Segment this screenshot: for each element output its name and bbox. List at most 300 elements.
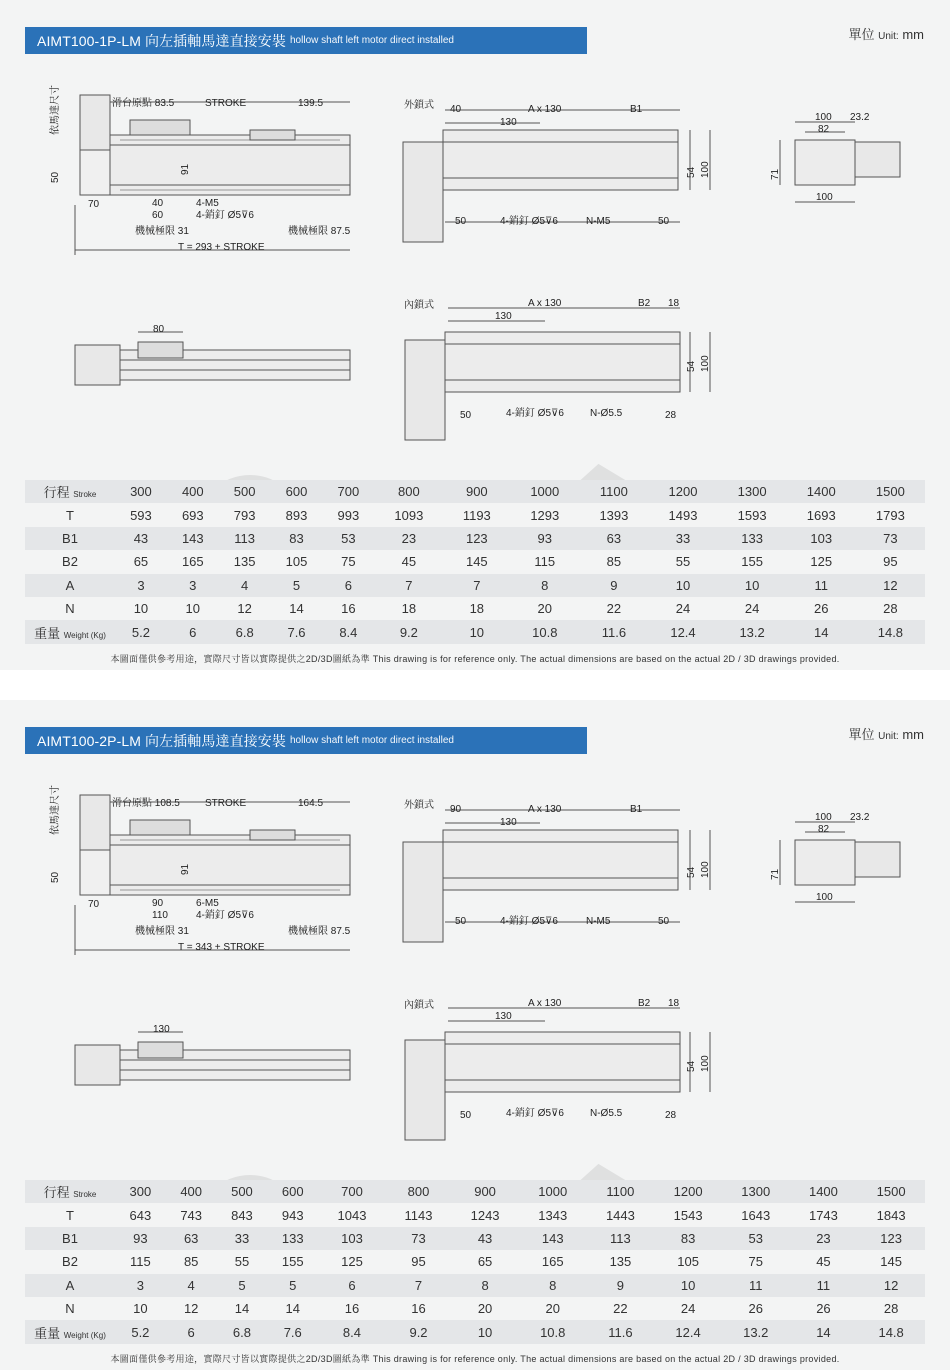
table-cell: 105	[654, 1250, 722, 1273]
table-cell: 8.4	[322, 620, 374, 643]
table-cell: 1400	[787, 480, 856, 503]
table-cell: 73	[856, 527, 925, 550]
table-cell: 12.4	[648, 620, 717, 643]
table-cell: 1643	[722, 1203, 790, 1226]
table-row	[25, 1250, 925, 1273]
plan-view	[75, 1032, 350, 1085]
int-n55: N-Ø5.5	[590, 408, 623, 419]
table-cell: 10	[115, 597, 167, 620]
technical-drawing	[0, 60, 950, 470]
table-cell: 53	[722, 1227, 790, 1250]
int-b2: B2	[638, 298, 651, 309]
table-cell: 125	[318, 1250, 386, 1273]
table-cell: 14.8	[857, 1320, 925, 1343]
mech-limit-31: 機械極限 31	[135, 226, 189, 237]
table-cell: 1793	[856, 503, 925, 526]
table-cell: 16	[386, 1297, 451, 1320]
table-cell: 993	[322, 503, 374, 526]
dim-70: 70	[88, 199, 100, 210]
table-cell: 26	[790, 1297, 858, 1320]
row-header: B1	[25, 1227, 115, 1250]
table-cell: 6	[318, 1274, 386, 1297]
table-cell: 12.4	[654, 1320, 722, 1343]
motor-size-label: 依馬達尺寸	[50, 785, 61, 835]
table-cell: 16	[318, 1297, 386, 1320]
row-header: N	[25, 1297, 115, 1320]
table-cell: 12	[166, 1297, 217, 1320]
table-cell: 7	[374, 574, 443, 597]
section-subtitle: hollow shaft left motor direct installed	[290, 35, 454, 46]
table-cell: 10	[451, 1320, 519, 1343]
internal-lock-label: 內鎖式	[404, 300, 434, 311]
table-cell: 43	[115, 527, 167, 550]
table-cell: 75	[322, 550, 374, 573]
table-cell: 115	[115, 1250, 166, 1273]
table-cell: 5.2	[115, 620, 167, 643]
table-cell: 8.4	[318, 1320, 386, 1343]
ext-dim-50: 50	[455, 216, 467, 227]
ext-dim-130: 130	[500, 117, 517, 128]
external-lock-label: 外鎖式	[404, 100, 434, 111]
table-cell: 14	[271, 597, 323, 620]
table-cell: 1100	[579, 480, 648, 503]
dim-50: 50	[50, 871, 61, 883]
table-row	[25, 503, 925, 526]
dim-91: 91	[180, 163, 191, 175]
table-cell: 1000	[519, 1180, 587, 1203]
table-row	[25, 1297, 925, 1320]
table-cell: 1543	[654, 1203, 722, 1226]
table-cell: 11.6	[587, 1320, 655, 1343]
table-cell: 14	[267, 1297, 318, 1320]
table-cell: 33	[648, 527, 717, 550]
table-cell: 3	[115, 574, 167, 597]
section-divider	[0, 670, 950, 700]
table-cell: 93	[510, 527, 579, 550]
table-cell: 18	[443, 597, 510, 620]
stroke-label: STROKE	[205, 98, 247, 109]
table-cell: 20	[451, 1297, 519, 1320]
int-dim-18: 18	[668, 998, 680, 1009]
table-cell: 7	[443, 574, 510, 597]
table-cell: 33	[217, 1227, 268, 1250]
row-header: B2	[25, 550, 115, 573]
table-cell: 10	[648, 574, 717, 597]
table-row	[25, 550, 925, 573]
int-dim-100: 100	[700, 1055, 711, 1072]
table-cell: 20	[519, 1297, 587, 1320]
table-cell: 133	[718, 527, 787, 550]
unit-label: 單位 Unit: mm	[848, 27, 924, 42]
table-cell: 63	[579, 527, 648, 550]
end-dim-71: 71	[770, 168, 781, 180]
table-cell: 10.8	[519, 1320, 587, 1343]
table-cell: 743	[166, 1203, 217, 1226]
table-cell: 55	[648, 550, 717, 573]
ext-dim-50-right: 50	[658, 916, 670, 927]
row-header: B1	[25, 527, 115, 550]
int-pin-label: 4-銷釘 Ø5⊽6	[506, 1108, 564, 1119]
table-cell: 85	[166, 1250, 217, 1273]
table-cell: 8	[519, 1274, 587, 1297]
table-cell: 1500	[857, 1180, 925, 1203]
table-cell: 73	[386, 1227, 451, 1250]
table-cell: 8	[510, 574, 579, 597]
table-cell: 16	[322, 597, 374, 620]
table-cell: 65	[451, 1250, 519, 1273]
table-cell: 1093	[374, 503, 443, 526]
table-cell: 4	[219, 574, 271, 597]
table-cell: 14	[217, 1297, 268, 1320]
end-length-label: 164.5	[298, 798, 324, 809]
dim-91: 91	[180, 863, 191, 875]
table-cell: 6	[167, 620, 219, 643]
table-cell: 145	[443, 550, 510, 573]
table-cell: 1743	[790, 1203, 858, 1226]
table-cell: 45	[790, 1250, 858, 1273]
table-row	[25, 1227, 925, 1250]
int-b2: B2	[638, 998, 651, 1009]
int-n55: N-Ø5.5	[590, 1108, 623, 1119]
table-cell: 1400	[790, 1180, 858, 1203]
table-cell: 1443	[587, 1203, 655, 1226]
total-length-label: T = 343 + STROKE	[178, 942, 265, 953]
table-cell: 5	[217, 1274, 268, 1297]
int-dim-50: 50	[460, 410, 472, 421]
table-cell: 10	[718, 574, 787, 597]
dim-40: 40	[152, 198, 164, 209]
stroke-label: STROKE	[205, 798, 247, 809]
table-cell: 400	[167, 480, 219, 503]
table-cell: 500	[219, 480, 271, 503]
spec-section-2	[0, 700, 950, 1370]
table-cell: 10.8	[510, 620, 579, 643]
table-cell: 9.2	[386, 1320, 451, 1343]
table-cell: 1343	[519, 1203, 587, 1226]
table-cell: 135	[587, 1250, 655, 1273]
int-dim-18: 18	[668, 298, 680, 309]
dim-60: 110	[152, 910, 168, 921]
table-row	[25, 1203, 925, 1226]
mech-limit-87: 機械極限 87.5	[288, 926, 351, 937]
m5-label: 4-M5	[196, 198, 219, 209]
ext-pin-label: 4-銷釘 Ø5⊽6	[500, 916, 558, 927]
ext-dim-50-right: 50	[658, 216, 670, 227]
table-cell: 9	[579, 574, 648, 597]
table-cell: 24	[718, 597, 787, 620]
table-cell: 400	[166, 1180, 217, 1203]
table-cell: 6.8	[219, 620, 271, 643]
table-cell: 95	[856, 550, 925, 573]
table-cell: 900	[443, 480, 510, 503]
technical-drawing	[0, 760, 950, 1170]
table-cell: 43	[451, 1227, 519, 1250]
table-cell: 165	[167, 550, 219, 573]
drawing-canvas	[0, 760, 950, 1170]
spec-table	[25, 1180, 925, 1344]
table-cell: 1243	[451, 1203, 519, 1226]
pin-label: 4-銷釘 Ø5⊽6	[196, 910, 254, 921]
table-cell: 843	[217, 1203, 268, 1226]
table-cell: 22	[579, 597, 648, 620]
row-header: A	[25, 574, 115, 597]
table-cell: 943	[267, 1203, 318, 1226]
table-cell: 6.8	[217, 1320, 268, 1343]
dim-top: 130	[153, 1024, 170, 1035]
pin-label: 4-銷釘 Ø5⊽6	[196, 210, 254, 221]
table-cell: 63	[166, 1227, 217, 1250]
table-cell: 123	[857, 1227, 925, 1250]
ext-b1: B1	[630, 804, 643, 815]
table-cell: 693	[167, 503, 219, 526]
table-cell: 1000	[510, 480, 579, 503]
table-cell: 1300	[722, 1180, 790, 1203]
table-cell: 3	[115, 1274, 166, 1297]
table-cell: 7.6	[271, 620, 323, 643]
section-title: AIMT100-1P-LM 向左插軸馬達直接安裝	[37, 32, 286, 49]
table-cell: 10	[443, 620, 510, 643]
table-cell: 5	[271, 574, 323, 597]
row-header: 重量 Weight (Kg)	[25, 620, 115, 643]
table-cell: 113	[587, 1227, 655, 1250]
int-dim-130: 130	[495, 311, 512, 322]
end-dim-100-top: 100	[815, 812, 832, 823]
table-cell: 14	[790, 1320, 858, 1343]
table-cell: 13.2	[722, 1320, 790, 1343]
drawing-canvas	[0, 60, 950, 470]
m5-label: 6-M5	[196, 898, 219, 909]
table-cell: 300	[115, 1180, 166, 1203]
section-title: AIMT100-2P-LM 向左插軸馬達直接安裝	[37, 732, 286, 749]
ext-nm5: N-M5	[586, 916, 611, 927]
dim-50: 50	[50, 171, 61, 183]
end-dim-100-bottom: 100	[816, 892, 833, 903]
table-cell: 12	[856, 574, 925, 597]
spec-section-1	[0, 0, 950, 670]
end-dim-82: 82	[818, 824, 830, 835]
dim-60: 60	[152, 210, 164, 221]
ext-dim-54: 54	[686, 166, 697, 178]
table-cell: 65	[115, 550, 167, 573]
table-cell: 23	[374, 527, 443, 550]
end-dim-23: 23.2	[850, 812, 870, 823]
ext-dim-100: 100	[700, 861, 711, 878]
table-cell: 45	[374, 550, 443, 573]
origin-label: 滑台原點 83.5	[112, 98, 175, 109]
ext-pin-label: 4-銷釘 Ø5⊽6	[500, 216, 558, 227]
table-cell: 14	[787, 620, 856, 643]
ext-dim-50: 50	[455, 916, 467, 927]
end-view	[780, 822, 900, 902]
table-cell: 20	[510, 597, 579, 620]
ext-ax130: A x 130	[528, 804, 562, 815]
table-cell: 26	[787, 597, 856, 620]
table-cell: 10	[654, 1274, 722, 1297]
table-cell: 6	[322, 574, 374, 597]
table-cell: 83	[271, 527, 323, 550]
table-cell: 1300	[718, 480, 787, 503]
table-cell: 24	[654, 1297, 722, 1320]
table-cell: 3	[167, 574, 219, 597]
row-header: 重量 Weight (Kg)	[25, 1320, 115, 1343]
table-cell: 11	[722, 1274, 790, 1297]
table-cell: 1593	[718, 503, 787, 526]
table-cell: 1043	[318, 1203, 386, 1226]
table-cell: 115	[510, 550, 579, 573]
table-cell: 28	[856, 597, 925, 620]
row-header: 行程 Stroke	[25, 1180, 115, 1203]
table-cell: 103	[787, 527, 856, 550]
motor-size-label: 依馬達尺寸	[50, 85, 61, 135]
table-cell: 643	[115, 1203, 166, 1226]
int-ax130: A x 130	[528, 298, 562, 309]
section-title-bar	[25, 727, 587, 754]
table-cell: 28	[857, 1297, 925, 1320]
table-cell: 85	[579, 550, 648, 573]
table-cell: 18	[374, 597, 443, 620]
int-dim-28: 28	[665, 1110, 677, 1121]
ext-dim-54: 54	[686, 866, 697, 878]
row-header: N	[25, 597, 115, 620]
table-cell: 11	[790, 1274, 858, 1297]
end-dim-82: 82	[818, 124, 830, 135]
table-cell: 1500	[856, 480, 925, 503]
table-cell: 700	[318, 1180, 386, 1203]
ext-ax130: A x 130	[528, 104, 562, 115]
ext-nm5: N-M5	[586, 216, 611, 227]
table-cell: 14.8	[856, 620, 925, 643]
int-pin-label: 4-銷釘 Ø5⊽6	[506, 408, 564, 419]
row-header: B2	[25, 1250, 115, 1273]
end-length-label: 139.5	[298, 98, 324, 109]
table-cell: 113	[219, 527, 271, 550]
int-dim-28: 28	[665, 410, 677, 421]
table-cell: 165	[519, 1250, 587, 1273]
section-title-bar	[25, 27, 587, 54]
table-cell: 7	[386, 1274, 451, 1297]
table-cell: 300	[115, 480, 167, 503]
table-cell: 4	[166, 1274, 217, 1297]
external-lock-label: 外鎖式	[404, 800, 434, 811]
unit-label: 單位 Unit: mm	[848, 727, 924, 742]
table-cell: 5	[267, 1274, 318, 1297]
total-length-label: T = 293 + STROKE	[178, 242, 265, 253]
table-cell: 22	[587, 1297, 655, 1320]
dim-top: 80	[153, 324, 165, 335]
table-cell: 55	[217, 1250, 268, 1273]
table-cell: 105	[271, 550, 323, 573]
table-row	[25, 620, 925, 643]
end-dim-71: 71	[770, 868, 781, 880]
spec-table	[25, 480, 925, 644]
table-cell: 75	[722, 1250, 790, 1273]
end-dim-100-bottom: 100	[816, 192, 833, 203]
row-header: T	[25, 1203, 115, 1226]
table-cell: 8	[451, 1274, 519, 1297]
ext-dim-130: 130	[500, 817, 517, 828]
table-cell: 1193	[443, 503, 510, 526]
table-cell: 135	[219, 550, 271, 573]
table-cell: 155	[718, 550, 787, 573]
int-dim-50: 50	[460, 1110, 472, 1121]
int-dim-100: 100	[700, 355, 711, 372]
table-cell: 5.2	[115, 1320, 166, 1343]
table-cell: 53	[322, 527, 374, 550]
int-ax130: A x 130	[528, 998, 562, 1009]
table-cell: 11	[787, 574, 856, 597]
reference-note: 本圖面僅供參考用途，實際尺寸皆以實際提供之2D/3D圖紙為準 This drawing is for reference only. The actual dimensions are based on the actual 2D / 3D drawings provided.	[110, 654, 840, 664]
internal-lock-label: 內鎖式	[404, 1000, 434, 1011]
end-dim-100-top: 100	[815, 112, 832, 123]
table-row	[25, 597, 925, 620]
table-cell: 1293	[510, 503, 579, 526]
end-view	[780, 122, 900, 202]
table-row	[25, 1274, 925, 1297]
table-cell: 1100	[587, 1180, 655, 1203]
dim-70: 70	[88, 899, 100, 910]
table-cell: 1143	[386, 1203, 451, 1226]
table-row	[25, 1180, 925, 1203]
ext-b1: B1	[630, 104, 643, 115]
table-cell: 600	[267, 1180, 318, 1203]
table-cell: 1200	[654, 1180, 722, 1203]
table-cell: 500	[217, 1180, 268, 1203]
table-cell: 12	[857, 1274, 925, 1297]
table-cell: 900	[451, 1180, 519, 1203]
dim-40: 90	[152, 898, 164, 909]
table-cell: 143	[167, 527, 219, 550]
table-row	[25, 1320, 925, 1343]
table-cell: 125	[787, 550, 856, 573]
ext-dim-40: 40	[450, 104, 462, 115]
table-cell: 1843	[857, 1203, 925, 1226]
table-cell: 83	[654, 1227, 722, 1250]
table-cell: 93	[115, 1227, 166, 1250]
table-cell: 12	[219, 597, 271, 620]
mech-limit-87: 機械極限 87.5	[288, 226, 351, 237]
table-cell: 10	[115, 1297, 166, 1320]
mech-limit-31: 機械極限 31	[135, 926, 189, 937]
table-cell: 1693	[787, 503, 856, 526]
table-cell: 893	[271, 503, 323, 526]
table-cell: 800	[386, 1180, 451, 1203]
ext-dim-40: 90	[450, 804, 462, 815]
reference-note: 本圖面僅供參考用途，實際尺寸皆以實際提供之2D/3D圖紙為準 This drawing is for reference only. The actual dimensions are based on the actual 2D / 3D drawings provided.	[110, 1354, 840, 1364]
table-cell: 143	[519, 1227, 587, 1250]
table-cell: 155	[267, 1250, 318, 1273]
table-cell: 1200	[648, 480, 717, 503]
table-cell: 9.2	[374, 620, 443, 643]
section-subtitle: hollow shaft left motor direct installed	[290, 735, 454, 746]
table-cell: 800	[374, 480, 443, 503]
plan-view	[75, 332, 350, 385]
table-cell: 10	[167, 597, 219, 620]
table-row	[25, 480, 925, 503]
table-cell: 593	[115, 503, 167, 526]
table-cell: 1493	[648, 503, 717, 526]
int-dim-130: 130	[495, 1011, 512, 1022]
table-cell: 24	[648, 597, 717, 620]
table-cell: 11.6	[579, 620, 648, 643]
table-row	[25, 527, 925, 550]
table-cell: 133	[267, 1227, 318, 1250]
table-cell: 13.2	[718, 620, 787, 643]
table-cell: 103	[318, 1227, 386, 1250]
table-cell: 23	[790, 1227, 858, 1250]
table-cell: 7.6	[267, 1320, 318, 1343]
table-cell: 793	[219, 503, 271, 526]
table-cell: 9	[587, 1274, 655, 1297]
